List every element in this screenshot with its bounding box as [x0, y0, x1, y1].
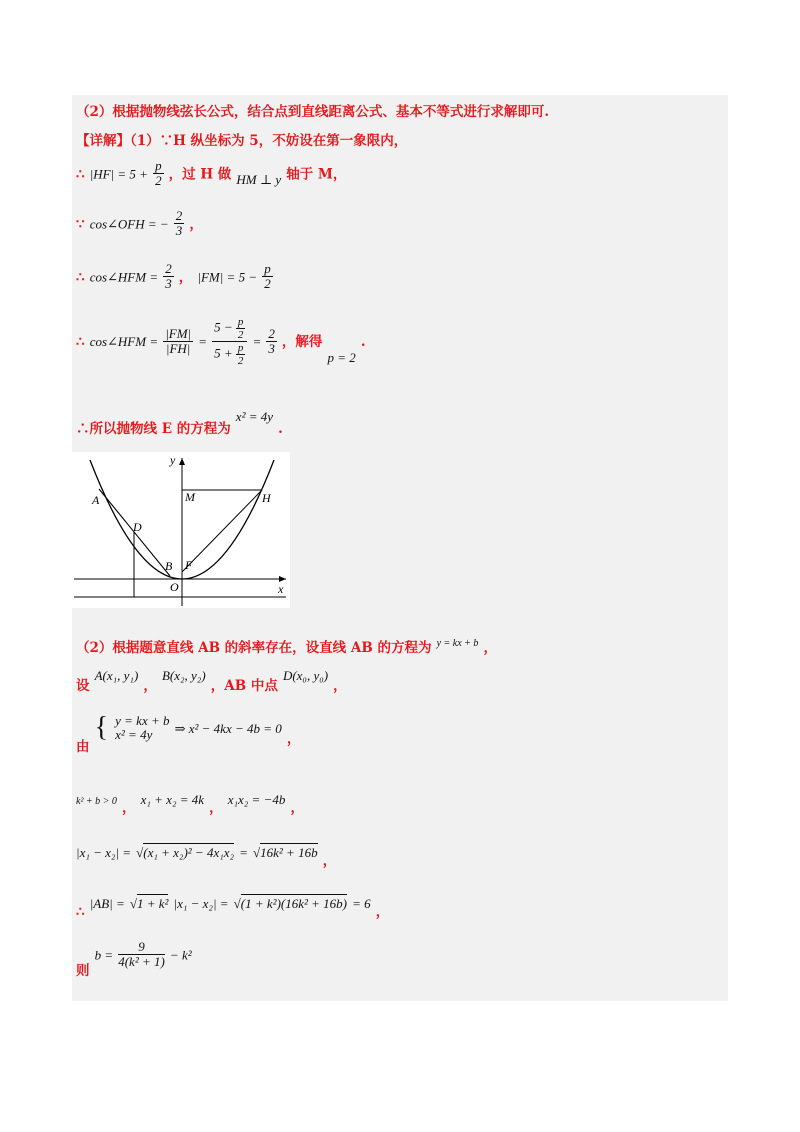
label-d: D — [133, 520, 142, 534]
fraction: $\frac{p}{2}$ — [155, 158, 162, 189]
parabola-figure — [72, 452, 290, 608]
b-expression-line: $_则$ b = $\frac{9}{\text{4(k² + 1)}}$ − k² — [76, 939, 192, 980]
step-cos-hfm-line: ∴ cos∠HFM = $\frac{2}{3}$ ， |FM| = 5 − $\frac{p}{2}$ — [76, 261, 271, 292]
detail-line: 【详解】（1）∵H 纵坐标为 5，不妨设在第一象限内， — [76, 133, 408, 149]
system-line: $_由$ { y = kx + b x² = 4y ⇒ x² − 4kx − 4b = 0 $_,$ — [76, 712, 301, 755]
fraction: $\frac{2}{3}$ — [268, 325, 275, 357]
step-solve-p-line: ∴ cos∠HFM = $\frac{|FM|}{|FH|}$ = 5 − $\frac{p}{2}$ 5 + $\frac{p}{2}$ = $\frac{2}{3}$ ，解得 $_{p = 2}$ . — [76, 316, 366, 368]
label-h: H — [262, 491, 271, 505]
fraction: $\frac{9}{\text{4(k² + 1)}}$ — [118, 939, 165, 970]
step-hf-line: ∴ |HF| = 5 + $\frac{p}{2}$ ，过 H 做 $_{HM \perp y}$ 轴于 M， — [76, 158, 347, 189]
hint-line: （2）根据抛物线弦长公式，结合点到直线距离公式、基本不等式进行求解即可. — [76, 104, 550, 120]
label-m: M — [185, 490, 195, 504]
parabola-equation-line: $_{\therefore 所以抛物线 E 的方程为}$ x² = 4y $_.$ — [76, 409, 283, 437]
difference-line: |x₁ − x₂| = √(x₁ + x₂)² − 4x₁x₂ = √16k² + 16b $_,$ — [76, 845, 337, 869]
fraction: $\frac{2}{3}$ — [165, 261, 172, 292]
parabola-diagram — [72, 452, 290, 608]
points-definition-line: $_设$ A(x₁, y₁) $_,$ B(x₂, y₂) $_{,AB 中点}$ D(x₀, y₀) $_,$ — [76, 668, 347, 694]
detail-label: 【详解】 — [76, 133, 130, 149]
y-axis-arrow — [179, 458, 185, 465]
vieta-line: k² + b > 0 $_,$ x₁ + x₂ = 4k $_,$ x₁x₂ = −4b $_,$ — [76, 792, 304, 816]
label-f: F — [185, 558, 193, 572]
label-a: A — [92, 493, 100, 507]
chord-length-line: $_\therefore$ |AB| = √1 + k² |x₁ − x₂| = √(1 + k²)(16k² + 16b) = 6 $_,$ — [76, 896, 390, 920]
fraction: $\frac{|FM|}{|FH|}$ — [165, 325, 192, 357]
label-b: B — [165, 559, 173, 573]
compound-fraction: 5 − $\frac{p}{2}$ 5 + $\frac{p}{2}$ — [212, 316, 247, 367]
fraction: $\frac{p}{2}$ — [264, 261, 271, 292]
line-ab-intro: $_{(2)根据题意直线 AB 的斜率存在,设直线 AB 的方程为}$ y = kx + b $_,$ — [76, 638, 497, 656]
step-cos-ofh-line: ∵ cos∠OFH = − $\frac{2}{3}$ ， — [76, 208, 203, 239]
label-x: x — [278, 582, 284, 596]
label-o: O — [170, 580, 179, 594]
label-y: y — [170, 453, 176, 467]
fraction: $\frac{2}{3}$ — [175, 208, 183, 239]
equation-system: y = kx + b x² = 4y — [115, 713, 170, 743]
brace: { — [94, 712, 109, 744]
